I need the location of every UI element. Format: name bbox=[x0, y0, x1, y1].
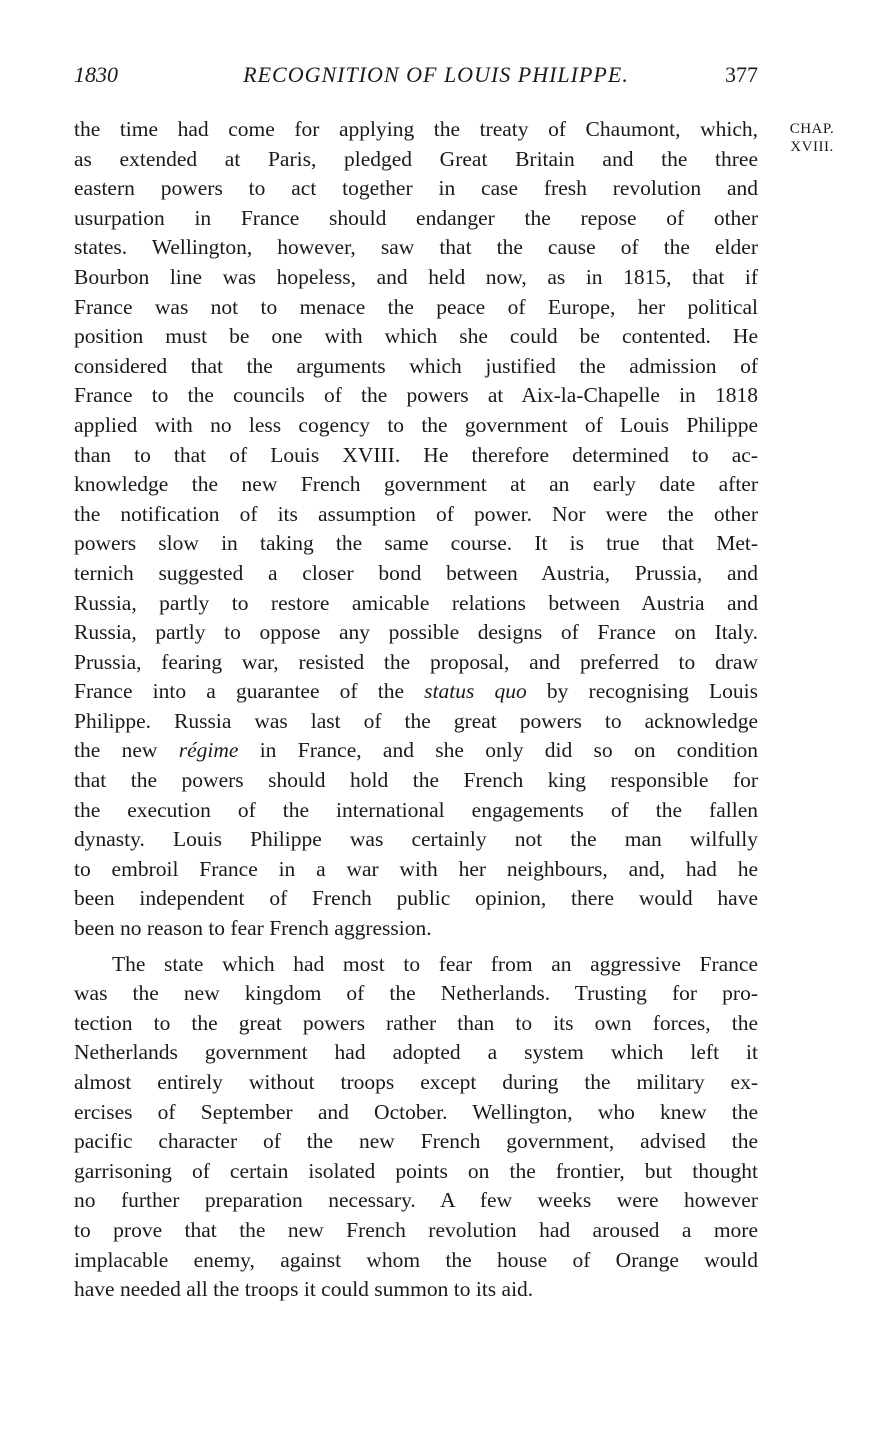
body-text bbox=[74, 115, 758, 1305]
text-line: ternich suggested a closer bond between Austria, Prussia, and bbox=[74, 560, 758, 585]
text-line: almost entirely without troops except during the military ex- bbox=[74, 1070, 758, 1094]
text-line: applied with no less cogency to the government of Louis Philippe bbox=[74, 412, 758, 437]
text-line: as extended at Paris, pledged Great Britain and the three bbox=[74, 146, 758, 171]
text-line: position must be one with which she could be contented. He bbox=[74, 324, 758, 349]
chapter-margin-note bbox=[772, 120, 852, 156]
text-line: The state which had most to fear from an aggressive France bbox=[112, 951, 758, 976]
text-line: Netherlands government had adopted a system which left it bbox=[74, 1040, 758, 1065]
text-line: the new régime in France, and she only did so on condition bbox=[74, 738, 758, 763]
text-line: Bourbon line was hopeless, and held now, as in 1815, that if bbox=[74, 264, 758, 289]
text-line: states. Wellington, however, saw that the cause of the elder bbox=[74, 235, 758, 260]
text-line: been no reason to fear French aggression. bbox=[74, 916, 432, 941]
text-line: been independent of French public opinion, there would have bbox=[74, 886, 758, 911]
running-head bbox=[74, 62, 758, 96]
text-line: eastern powers to act together in case fresh revolution and bbox=[74, 176, 758, 201]
text-line: that the powers should hold the French king responsible for bbox=[74, 768, 758, 793]
text-line: to prove that the new French revolution had aroused a more bbox=[74, 1217, 758, 1242]
text-line: garrisoning of certain isolated points on the frontier, but thought bbox=[74, 1158, 758, 1183]
text-line: dynasty. Louis Philippe was certainly not the man wilfully bbox=[74, 827, 758, 852]
page-number: 377 bbox=[725, 62, 758, 87]
text-line: tection to the great powers rather than to its own forces, the bbox=[74, 1010, 758, 1035]
running-head-year: 1830 bbox=[74, 62, 118, 87]
margin-note-chap: CHAP. bbox=[789, 121, 835, 137]
text-line: pacific character of the new French government, advised the bbox=[74, 1129, 758, 1154]
text-line: no further preparation necessary. A few weeks were however bbox=[74, 1188, 758, 1213]
text-line: ercises of September and October. Wellington, who knew the bbox=[74, 1099, 758, 1124]
text-line: powers slow in taking the same course. It is true that Met- bbox=[74, 531, 758, 556]
text-line: Prussia, fearing war, resisted the proposal, and preferred to draw bbox=[74, 649, 758, 674]
margin-note-number: XVIII. bbox=[790, 139, 834, 155]
text-line: implacable enemy, against whom the house of Orange would bbox=[74, 1247, 758, 1272]
text-line: the notification of its assumption of power. Nor were the other bbox=[74, 501, 758, 526]
text-line: France was not to menace the peace of Europe, her political bbox=[74, 294, 758, 319]
paragraph-2 bbox=[74, 950, 758, 1305]
paragraph-1 bbox=[74, 115, 758, 944]
text-line: usurpation in France should endanger the repose of other bbox=[74, 205, 758, 230]
text-line: than to that of Louis XVIII. He therefore determined to ac- bbox=[74, 442, 758, 467]
text-line: knowledge the new French government at an early date after bbox=[74, 472, 758, 497]
text-line: Philippe. Russia was last of the great powers to acknowledge bbox=[74, 708, 758, 733]
text-line: Russia, partly to restore amicable relations between Austria and bbox=[74, 590, 758, 615]
text-line: was the new kingdom of the Netherlands. Trusting for pro- bbox=[74, 981, 758, 1006]
running-head-title: RECOGNITION OF LOUIS PHILIPPE. bbox=[243, 62, 629, 87]
text-line: to embroil France in a war with her neighbours, and, had he bbox=[74, 856, 758, 881]
text-line: the time had come for applying the treaty of Chaumont, which, bbox=[74, 117, 758, 141]
text-line: have needed all the troops it could summon to its aid. bbox=[74, 1277, 534, 1302]
text-line: considered that the arguments which justified the admission of bbox=[74, 353, 758, 378]
text-line: Russia, partly to oppose any possible designs of France on Italy. bbox=[74, 620, 758, 645]
text-line: France into a guarantee of the status quo by recognising Louis bbox=[74, 679, 758, 704]
text-line: the execution of the international engagements of the fallen bbox=[74, 797, 758, 822]
text-line: France to the councils of the powers at Aix-la-Chapelle in 1818 bbox=[74, 383, 758, 408]
